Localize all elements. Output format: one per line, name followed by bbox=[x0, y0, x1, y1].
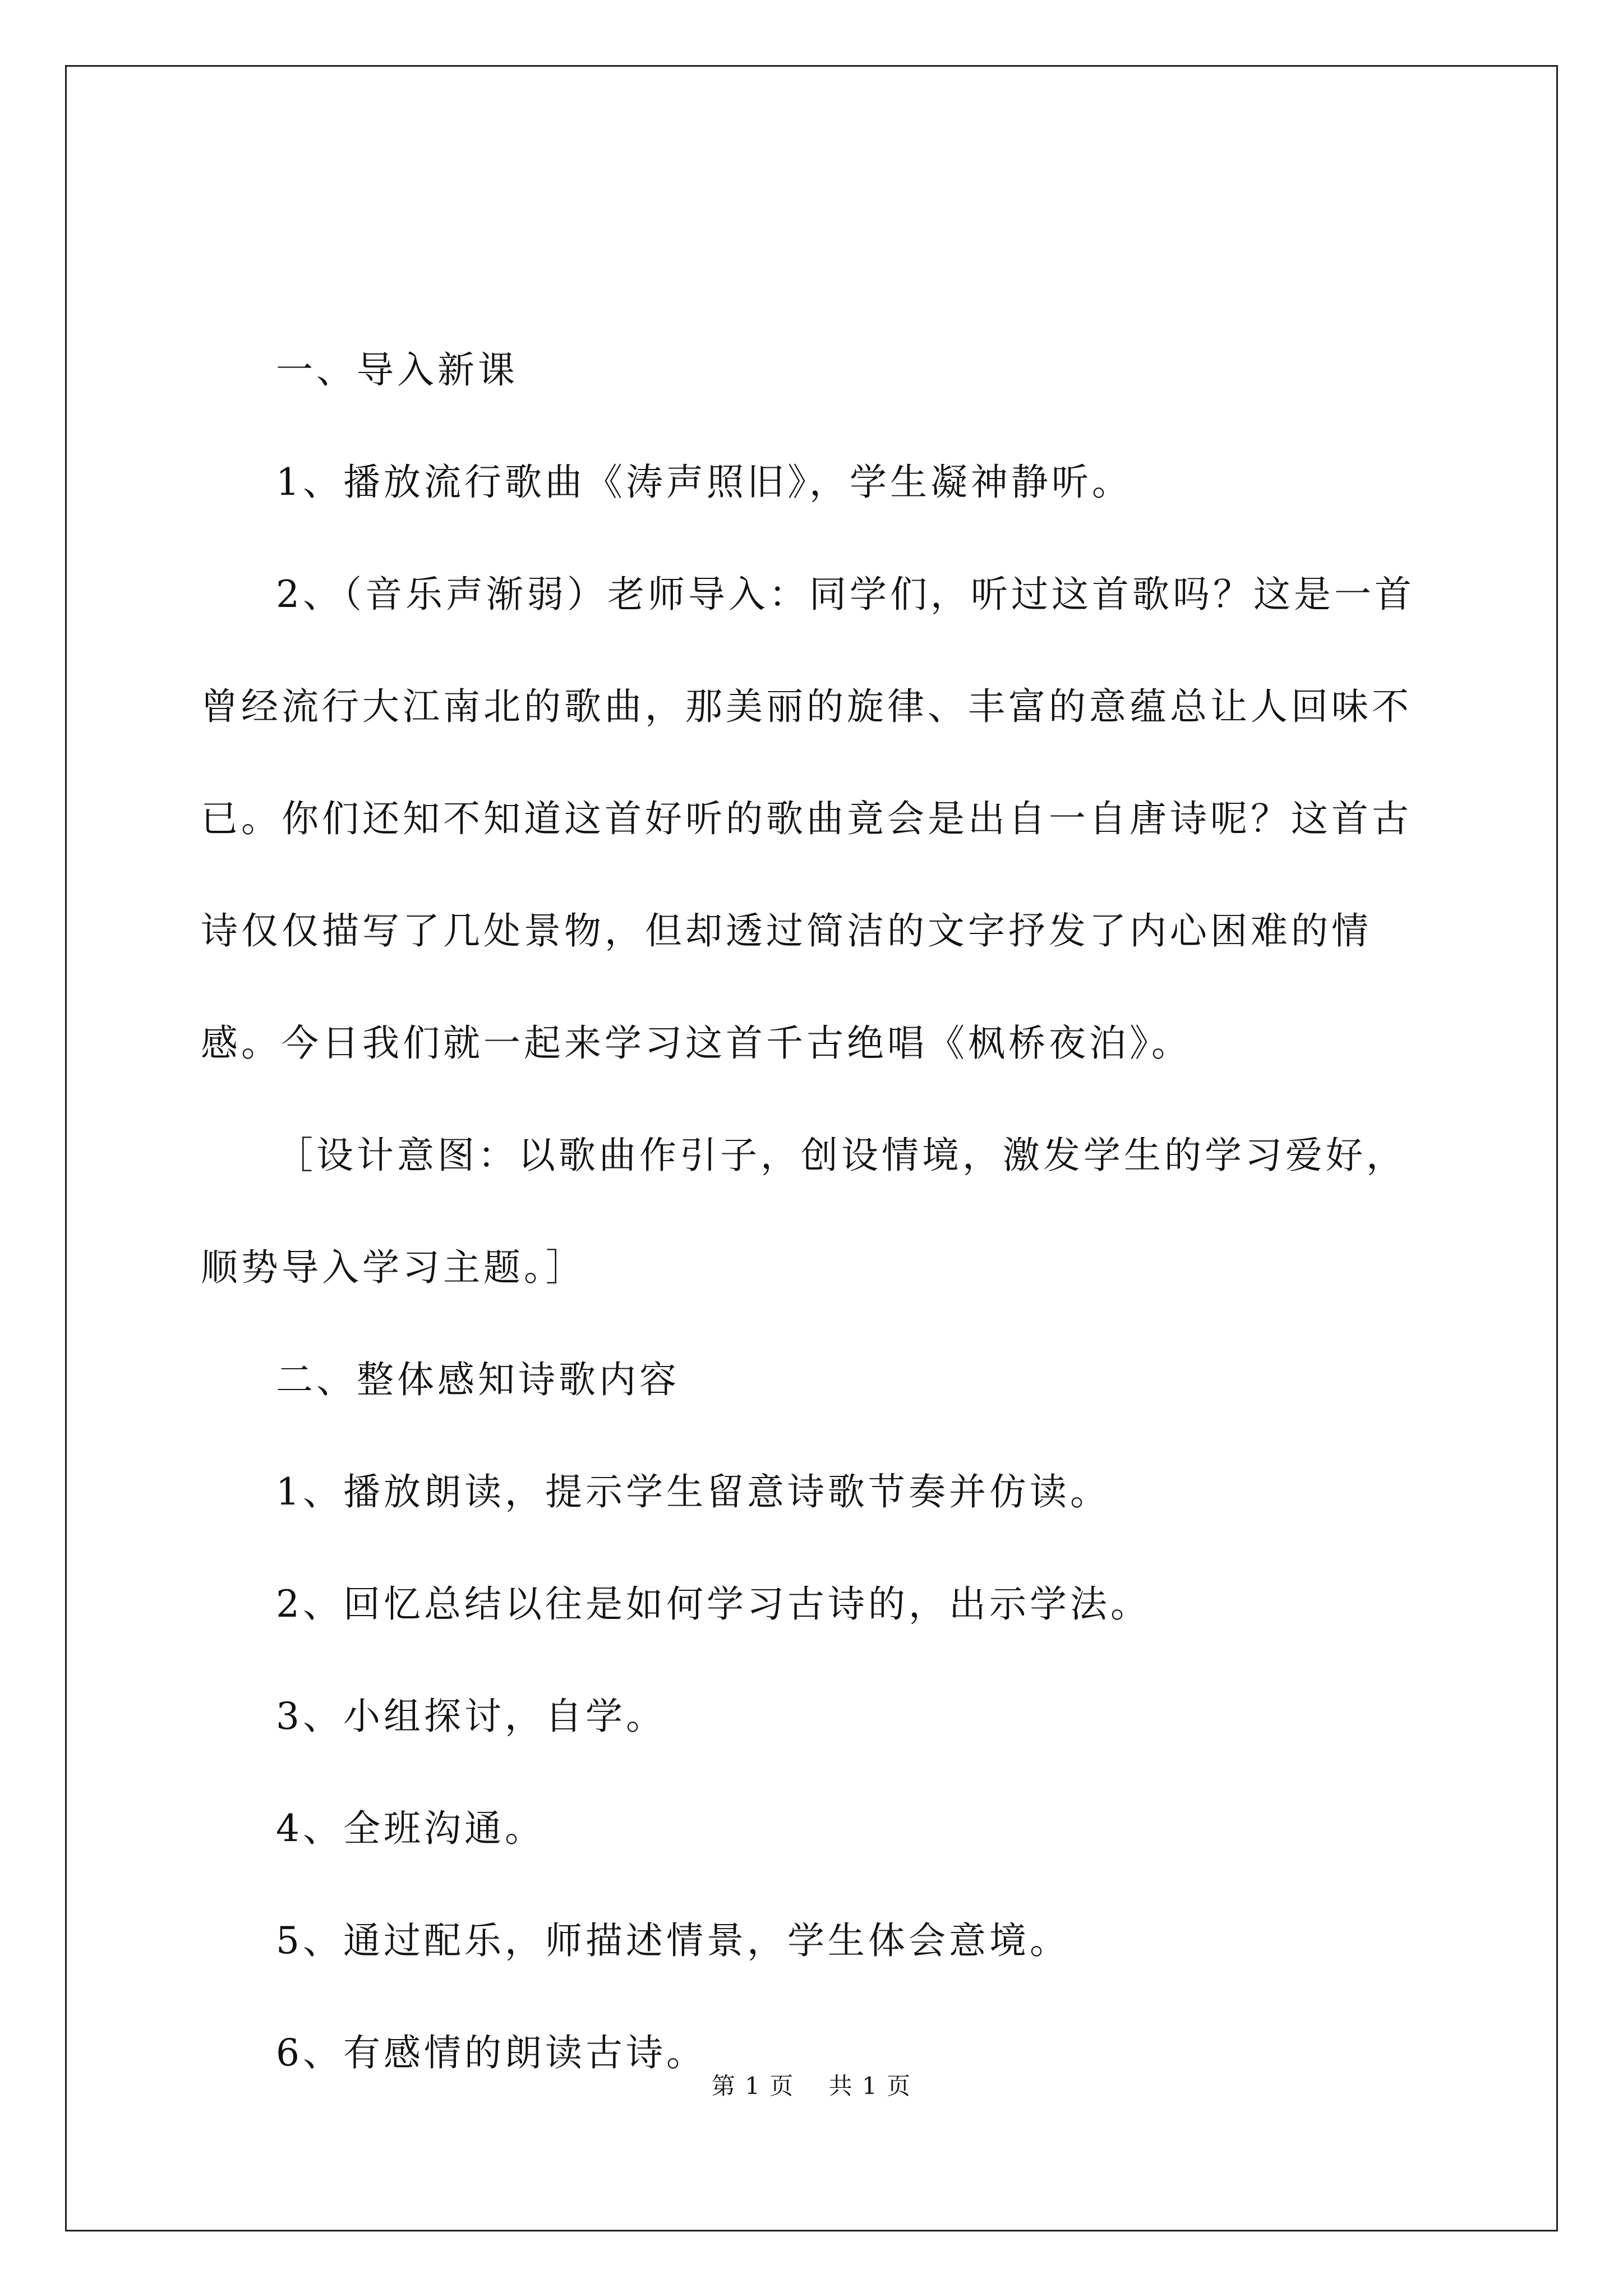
design-intent-note: ［设计意图：以歌曲作引子，创设情境，激发学生的学习爱好，顺势导入学习主题。］ bbox=[201, 1134, 1407, 1289]
list-item: 2、（音乐声渐弱）老师导入：同学们，听过这首歌吗？这是一首曾经流行大江南北的歌曲，那美丽的旋律、丰富的意蕴总让人回味不已。你们还知不知道这首好听的歌曲竟会是出自一自唐诗呢？这首古诗仅仅描写了几处景物，但却透过简洁的文字抒发了内心困难的情感。今日我们就一起来学习这首千古绝唱《枫桥夜泊》。 bbox=[201, 573, 1415, 1065]
list-item: 4、全班沟通。 bbox=[276, 1807, 545, 1850]
document-body bbox=[201, 314, 1429, 2109]
list-item: 6、有感情的朗读古诗。 bbox=[276, 2031, 707, 2074]
list-item: 5、通过配乐，师描述情景，学生体会意境。 bbox=[276, 1919, 1070, 1962]
page-total: 共 1 页 bbox=[828, 2072, 912, 2100]
section-heading-intro: 一、导入新课 bbox=[276, 348, 518, 392]
section-heading-overview: 二、整体感知诗歌内容 bbox=[276, 1358, 680, 1401]
list-item: 1、播放流行歌曲《涛声照旧》，学生凝神静听。 bbox=[276, 461, 1132, 504]
list-item: 1、播放朗读，提示学生留意诗歌节奏并仿读。 bbox=[276, 1470, 1110, 1513]
list-item: 3、小组探讨，自学。 bbox=[276, 1695, 666, 1738]
page-footer bbox=[0, 2068, 1623, 2101]
page-number: 第 1 页 bbox=[711, 2072, 795, 2100]
list-item: 2、回忆总结以往是如何学习古诗的，出示学法。 bbox=[276, 1582, 1151, 1626]
